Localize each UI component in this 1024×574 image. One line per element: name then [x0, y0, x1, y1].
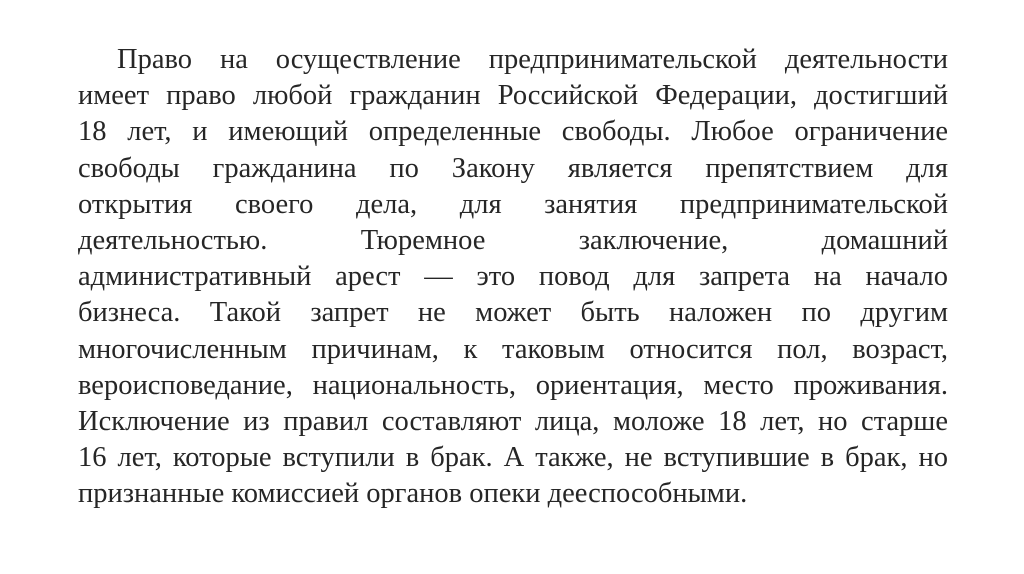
- text-line-2: имеет право любой гражданин Российской Федерации, достигший: [78, 80, 948, 112]
- text-line-1: Право на осуществление предпринимательской деятельности: [117, 44, 948, 75]
- text-line-6: деятельностью. Тюремное заключение, домашний: [78, 225, 948, 257]
- text-line-11: Исключение из правил составляют лица, моложе 18 лет, но старше: [78, 406, 948, 438]
- text-line-8: бизнеса. Такой запрет не может быть наложен по другим: [78, 297, 948, 329]
- text-line-10: вероисповедание, национальность, ориентация, место проживания.: [78, 369, 948, 401]
- text-line-13: признанные комиссией органов опеки дееспособными.: [78, 478, 748, 510]
- text-line-4: свободы гражданина по Закону является препятствием для: [78, 152, 948, 184]
- body-paragraph: [78, 42, 948, 513]
- text-line-5: открытия своего дела, для занятия предпринимательской: [78, 188, 948, 220]
- text-line-7: административный арест — это повод для запрета на начало: [78, 261, 948, 293]
- text-line-12: 16 лет, которые вступили в брак. А также, не вступившие в брак, но: [78, 442, 948, 474]
- text-line-3: 18 лет, и имеющий определенные свободы. Любое ограничение: [78, 116, 948, 148]
- text-line-9: многочисленным причинам, к таковым относится пол, возраст,: [78, 333, 948, 365]
